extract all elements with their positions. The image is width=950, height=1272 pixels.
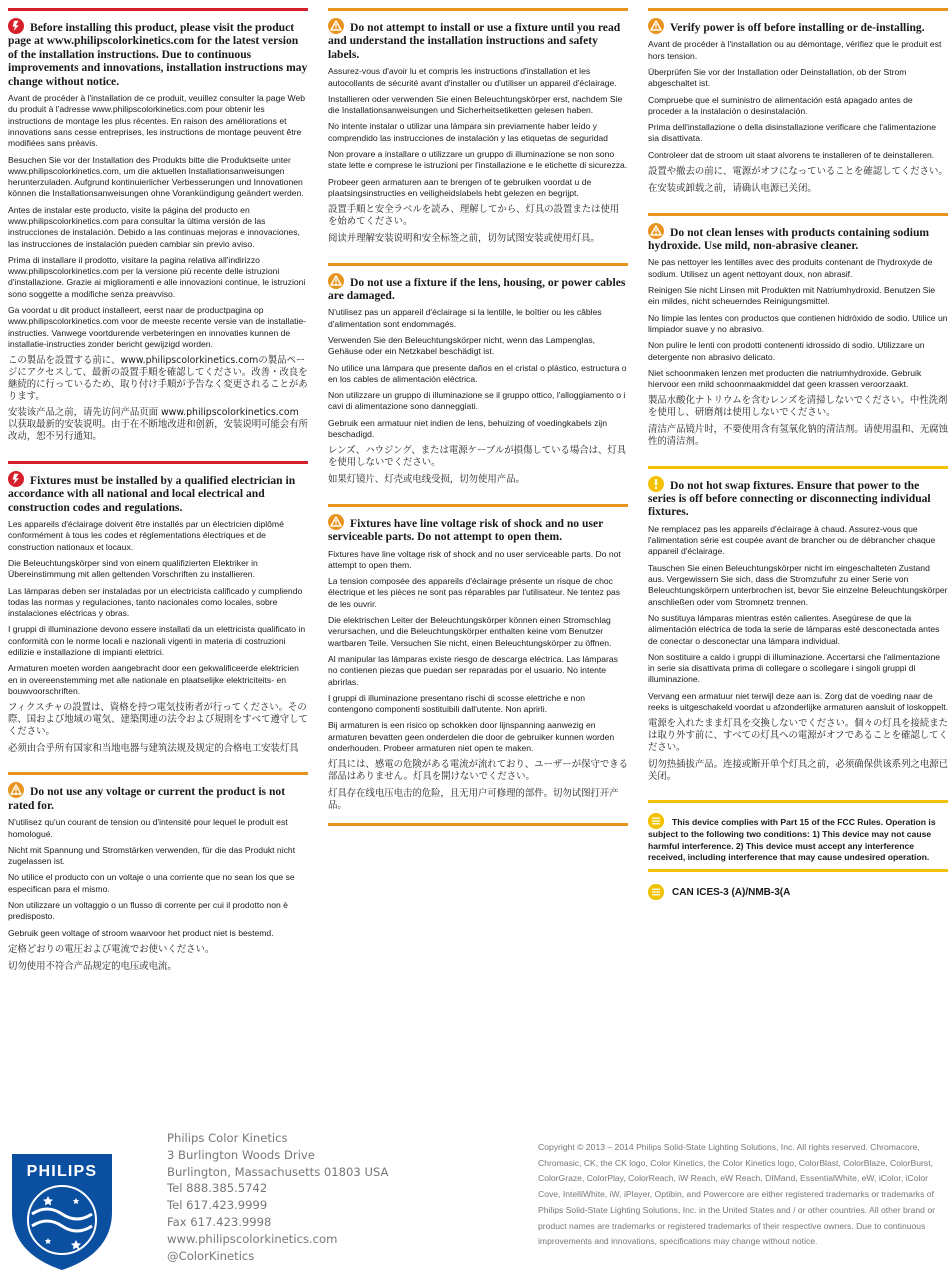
paragraph-nl: Controleer dat de stroom uit staat alvorens te installeren of te deinstalleren. — [648, 149, 935, 160]
ices-statement: CAN ICES-3 (A)/NMB-3(A — [648, 884, 948, 900]
paragraph-fr: Les appareils d'éclairage doivent être installés par un électricien diplômé conformément à tous les codes et réglementations électriques et de construction nationaux et locaux. — [8, 519, 284, 552]
section-heading: Verify power is off before installing or de-installing. — [648, 18, 948, 34]
paragraph-zh: 安装该产品之前，请先访问产品页面 www.philipscolorkinetics.com 以获取最新的安装说明。由于在不断地改进和创新，安装说明可能会有所改动，恕不另行通知。 — [8, 407, 309, 443]
paragraph-de: Nicht mit Spannung und Stromstärken verwenden, für die das Produkt nicht zugelassen ist. — [8, 844, 296, 867]
paragraph-ja: 定格どおりの電圧および電流でお使いください。 — [8, 943, 215, 955]
paragraph-ja: この製品を設置する前に、www.philipscolorkinetics.comの製品ページにアクセスして、最新の設置手順を確認してください。改善・改良を継続的に行っているため、取り付け手順が予告なく変更されることがあります。 — [8, 355, 308, 402]
page-footer — [0, 1128, 950, 1272]
paragraph-de: Besuchen Sie vor der Installation des Produkts bitte die Produktseite unter www.philipscolorkinetics.com, um die aktuellen Installationsanweisungen herunterzuladen. Aufgrund kontinuierlicher Verbesserungen und Innovationen können die Installationsanweisungen ohne Vorankündigung geändert werden. — [8, 154, 304, 199]
paragraph-fr: N'utilisez qu'un courant de tension ou d'intensité pour lequel le produit est homologué. — [8, 817, 288, 839]
section-heading: Before installing this product, please visit the product page at www.philipscolorkinetics.com for the latest version of the installation instructions. Due to continuous improvements and innovations, installation instructions may change without notice. — [8, 18, 308, 88]
column-left — [8, 8, 308, 990]
section-damaged-fixture — [328, 263, 628, 486]
paragraph-zh: 在安装或卸载之前，请确认电源已关闭。 — [648, 182, 817, 194]
column-right — [648, 8, 948, 918]
notes-icon — [648, 813, 664, 829]
paragraph-zh: 阅读并理解安装说明和安全标签之前，切勿试图安装或使用灯具。 — [328, 232, 600, 244]
company-address — [167, 1130, 389, 1264]
paragraph-fr: Ne pas nettoyer les lentilles avec des produits contenant de l'hydroxyde de sodium. Utilisez un agent nettoyant doux, non abrasif. — [648, 257, 933, 279]
warning-icon — [328, 273, 344, 289]
warning-icon — [328, 514, 344, 530]
paragraph-de: Verwenden Sie den Beleuchtungskörper nicht, wenn das Lampenglas, Gehäuse oder ein Netzkabel beschädigt ist. — [328, 334, 596, 357]
warning-icon — [328, 18, 344, 34]
notes-icon — [648, 884, 664, 900]
section-heading: Fixtures must be installed by a qualified electrician in accordance with all national and local electrical and construction codes and regulations. — [8, 471, 308, 514]
paragraph-it: Non pulire le lenti con prodotti contenenti idrossido di sodio. Utilizzare un detergente non abrasivo delicato. — [648, 340, 925, 362]
exclamation-icon — [648, 476, 664, 492]
warning-icon — [648, 223, 664, 239]
copyright-text: Copyright © 2013 – 2014 Philips Solid-State Lighting Solutions, Inc. All rights reserved. Chromacore, Chromasic, CK, the CK logo, Color Kinetics, the Color Kinetics logo, ColorBlast, ColorBlaze, ColorBurst, ColorGraze, ColorPlay, ColorReach, iW Reach, eW Reach, DIMand, EssentialWhite, eW, iColor, iColor Cove, IntelliWhite, iW, iPlayer, Optibin, and Powercore are either registered trademarks or trademarks of Philips Solid-State Lighting Solutions, Inc. in the United States and / or other countries. All other brand or product names are trademarks or registered trademarks of their respective owners. Due to continuous improvements and innovations, specifications may change without notice. — [538, 1142, 935, 1247]
paragraph-fr: N'utilisez pas un appareil d'éclairage si la lentille, le boîtier ou les câbles d'alimentation sont endommagés. — [328, 307, 602, 329]
paragraph-es: Antes de instalar este producto, visite la página del producto en www.philipscolorkinetics.com para consultar la última versión de las instrucciones de instalación. Debido a las continuas mejoras e innovaciones, las instrucciones de instalación pueden cambiar sin previo aviso. — [8, 204, 300, 249]
paragraph-it: Non utilizzare un voltaggio o un flusso di corrente per cui il prodotto non è predisposto. — [8, 900, 288, 922]
paragraph-ja: フィクスチャの設置は、資格を持つ電気技術者が行ってください。その際、国および地域の電気、建築関連の法令および規則をすべて遵守してください。 — [8, 702, 308, 737]
paragraph-it: Non provare a installare o utilizzare un gruppo di illuminazione se non sono state lette e comprese le istruzioni per l'installazione e le etichette di sicurezza. — [328, 149, 628, 171]
paragraph-en: Fixtures have line voltage risk of shock and no user serviceable parts. Do not attempt to open them. — [328, 548, 621, 570]
paragraph-ja: 電源を入れたまま灯具を交換しないでください。個々の灯具を接続または取り外す前に、すべての灯具への電源がオフであることを確認してください。 — [648, 718, 949, 753]
paragraph-nl: Gebruik een armatuur niet indien de lens, behuizing of voedingkabels zijn beschadigd. — [328, 417, 607, 440]
paragraph-fr: Assurez-vous d'avoir lu et compris les instructions d'installation et les autocollants de sécurité avant d'installer ou d'utiliser un appareil d'éclairage. — [328, 66, 617, 88]
paragraph-it: I gruppi di illuminazione devono essere installati da un elettricista qualificato in conformità con le norme locali e nazionali vigenti in materia di costruzioni edilizie e installazione di impianti elettrici. — [8, 624, 306, 658]
section-heading: Fixtures have line voltage risk of shock and no user serviceable parts. Do not attempt to open them. — [328, 514, 628, 544]
paragraph-es: No utilice una lámpara que presente daños en el cristal o plástico, estructura o en los cables de alimentación eléctrica. — [328, 362, 627, 384]
philips-shield-icon — [10, 1150, 114, 1272]
paragraph-es: Las lámparas deben ser instaladas por un electricista calificado y cumpliendo todas las normas y regulaciones, tanto nacionales como locales, sobre instalaciones eléctricas y obras. — [8, 585, 303, 619]
paragraph-it: Prima dell'installazione o della disinstallazione verificare che l'alimentazione sia disattivata. — [648, 122, 936, 144]
warning-icon — [8, 782, 24, 798]
section-voltage-rating — [8, 772, 308, 972]
section-heading: Do not hot swap fixtures. Ensure that power to the series is off before connecting or disconnecting individual fixtures. — [648, 476, 948, 519]
warning-icon — [648, 18, 664, 34]
paragraph-es: No limpie las lentes con productos que contienen hidróxido de sodio. Utilice un limpiador suave y no abrasivo. — [648, 312, 948, 334]
section-heading: Do not attempt to install or use a fixture until you read and understand the installation instructions and safety labels. — [328, 18, 628, 61]
electric-shock-icon — [8, 471, 24, 487]
paragraph-ja: 製品水酸化ナトリウムを含むレンズを清掃しないでください。中性洗剤を使用し、研磨剤は使用しないでください。 — [648, 395, 948, 419]
fcc-statement: This device complies with Part 15 of the FCC Rules. Operation is subject to the following two conditions: 1) This device may not cause harmful interference. 2) This device must accept any interference received, including interference that may cause undesired operation. — [648, 813, 948, 863]
philips-logo — [10, 1150, 114, 1272]
website-link[interactable]: www.philipscolorkinetics.com — [167, 1231, 338, 1246]
paragraph-fr: Ne remplacez pas les appareils d'éclairage à chaud. Assurez-vous que l'alimentation série est coupée avant de brancher ou de débrancher chaque appareil d'éclairage. — [648, 523, 936, 557]
paragraph-zh: 灯具存在线电压电击的危险，且无用户可修理的部件。切勿试图打开产品。 — [328, 787, 619, 811]
paragraph-it: Non utilizzare un gruppo di illuminazione se il gruppo ottico, l'alloggiamento o i cavi di alimentazione sono danneggiati. — [328, 390, 626, 412]
street-line: 3 Burlington Woods Drive — [167, 1147, 315, 1162]
paragraph-ja: レンズ、ハウジング、または電源ケーブルが損傷している場合は、灯具を使用しないでください。 — [328, 445, 627, 469]
paragraph-de: Reinigen Sie nicht Linsen mit Produkten mit Natriumhydroxid. Benutzen Sie ein mildes, nicht scheuerndes Reinigungsmittel. — [648, 285, 936, 307]
section-heading: Do not use any voltage or current the product is not rated for. — [8, 782, 308, 812]
twitter-handle[interactable]: @ColorKinetics — [167, 1248, 255, 1263]
section-shock-risk — [328, 504, 628, 826]
section-heading: Do not use a fixture if the lens, housing, or power cables are damaged. — [328, 273, 628, 303]
paragraph-fr: Avant de procéder à l'installation ou au démontage, vérifiez que le produit est hors tension. — [648, 39, 942, 61]
paragraph-ja: 灯具には、感電の危険がある電流が流れており、ユーザーが保守できる部品はありません。灯具を開けないでください。 — [328, 759, 629, 783]
section-read-instructions — [328, 8, 628, 245]
paragraph-es: No sustituya lámparas mientras estén calientes. Asegúrese de que la alimentación eléctrica de toda la serie de lámparas esté desconectada antes de conectar o desconectar una lámpara individual. — [648, 612, 940, 646]
copyright-notice — [538, 1140, 950, 1250]
paragraph-ja: 設置手順と安全ラベルを読み、理解してから、灯具の設置または使用を始めてください。 — [328, 204, 620, 227]
paragraph-nl: Armaturen moeten worden aangebracht door een gekwalificeerde elektricien en in overeenstemming met alle nationale en plaatselijke elektriciteits- en bouwvoorschriften. — [8, 663, 299, 696]
paragraph-nl: Bij armaturen is een risico op schokken door lijnspanning aanwezig en armaturen bevatten geen onderdelen die door de gebruiker kunnen worden onderhouden. Probeer armaturen niet open te maken. — [328, 720, 615, 754]
philips-wordmark: PHILIPS — [26, 1163, 98, 1180]
section-qualified-electrician — [8, 461, 308, 755]
paragraph-zh: 切勿热插拔产品。连接或断开单个灯具之前，必须确保供该系列之电源已关闭。 — [648, 758, 949, 782]
company-name: Philips Color Kinetics — [167, 1131, 288, 1145]
section-verify-power — [648, 8, 948, 195]
paragraph-de: Installieren oder verwenden Sie einen Beleuchtungskörper erst, nachdem Sie die Installationsanweisungen und Sicherheitsetiketten gelesen haben. — [328, 93, 623, 116]
section-ices — [648, 884, 948, 900]
paragraph-zh: 清洁产品镜片时，不要使用含有氢氧化钠的清洁剂。请使用温和、无腐蚀性的清洁剂。 — [648, 424, 949, 447]
phone-line: Tel 617.423.9999 — [167, 1198, 268, 1213]
column-middle — [328, 8, 628, 844]
paragraph-nl: Vervang een armatuur niet terwijl deze aan is. Zorg dat de voeding naar de reeks is uitgeschakeld voordat u afzonderlijke armaturen aansluit of loskoppelt. — [648, 690, 948, 713]
paragraph-es: No utilice el producto con un voltaje o una corriente que no sean los que se especifican para el mismo. — [8, 872, 295, 894]
paragraph-nl: Ga voordat u dit product installeert, eerst naar de productpagina op www.philipscolorkinetics.com voor de meeste recente versie van de installatie-instructies. Vanwege voortdurende verbeteringen en innovaties kunnen de installatie-instructies zonder bericht gewijzigd worden. — [8, 305, 307, 349]
section-clean-lenses — [648, 213, 948, 448]
city-line: Burlington, Massachusetts 01803 USA — [167, 1164, 389, 1179]
paragraph-es: Al manipular las lámparas existe riesgo de descarga eléctrica. Las lámparas no contienen piezas que puedan ser reparadas por el usuario. No intente abrirlas. — [328, 653, 618, 687]
section-hot-swap — [648, 466, 948, 783]
phone-line: Tel 888.385.5742 — [167, 1181, 268, 1196]
section-visit-website — [8, 8, 308, 443]
paragraph-nl: Niet schoonmaken lenzen met producten die natriumhydroxide. Gebruik hiervoor een mild schoonmaakmiddel dat geen krassen veroorzaakt. — [648, 367, 922, 390]
fax-line: Fax 617.423.9998 — [167, 1214, 272, 1229]
paragraph-ja: 設置や撤去の前に、電源がオフになっていることを確認してください。 — [648, 166, 948, 178]
paragraph-de: Die Beleuchtungskörper sind von einem qualifizierten Elektriker in Übereinstimmung mit allen geltenden Vorschriften zu installieren. — [8, 557, 258, 580]
paragraph-nl: Gebruik geen voltage of stroom waarvoor het product niet is bestemd. — [8, 927, 274, 938]
paragraph-zh: 必须由合乎所有国家和当地电器与建筑法规及规定的合格电工安装灯具 — [8, 742, 299, 754]
paragraph-zh: 切勿使用不符合产品规定的电压或电流。 — [8, 960, 177, 972]
paragraph-zh: 如果灯镜片、灯壳或电线受损，切勿使用产品。 — [328, 473, 525, 485]
paragraph-es: No intente instalar o utilizar una lámpara sin previamente haber leído y comprendido las instrucciones de instalación y las etiquetas de seguridad — [328, 121, 608, 143]
paragraph-fr: Avant de procéder à l'installation de ce produit, veuillez consulter la page Web du produit à l'adresse www.philipscolorkinetics.com pour obtenir les instructions de montage les plus récentes. En raison des améliorations et innovations sans cesse entreprises, les instructions de montage peuvent être modifiées sans préavis. — [8, 93, 306, 149]
paragraph-de: Die elektrischen Leiter der Beleuchtungskörper können einen Stromschlag verursachen, und die Beleuchtungskörper enthalten keine vom Benutzer wartbaren Teile. Versuchen Sie nicht, einen Beleuchtungskörper zu öffnen. — [328, 615, 612, 648]
paragraph-es: Compruebe que el suministro de alimentación está apagado antes de proceder a la instalación o desinstalación. — [648, 94, 913, 116]
paragraph-de: Tauschen Sie einen Beleuchtungskörper nicht im eingeschalteten Zustand aus. Vergewissern Sie sich, dass die Stromzufuhr zu einer Serie von Beleuchtungskörpern unterbrochen ist, bevor Sie einzelne Beleuchtungskörper anschließen oder vom Stromnetz trennen. — [648, 562, 948, 607]
paragraph-it: Prima di installare il prodotto, visitare la pagina relativa all'indirizzo www.philipscolorkinetics.com per la versione più recente delle istruzioni d'installazione. Grazie ai miglioramenti e alle innovazioni continue, le istruzioni sono soggette a modifiche senza preavviso. — [8, 254, 306, 299]
paragraph-nl: Probeer geen armaturen aan te brengen of te gebruiken voordat u de plaatsingsinstructies en veiligheidslabels hebt gelezen en begrijpt. — [328, 176, 592, 198]
section-fcc-compliance — [648, 800, 948, 872]
section-heading: Do not clean lenses with products containing sodium hydroxide. Use mild, non-abrasive cleaner. — [648, 223, 948, 253]
paragraph-de: Überprüfen Sie vor der Installation oder Deinstallation, ob der Strom abgeschaltet ist. — [648, 67, 907, 89]
electric-shock-icon — [8, 18, 24, 34]
paragraph-it: Non sostituire a caldo i gruppi di illuminazione. Accertarsi che l'alimentazione in serie sia disattivata prima di collegare o scollegare i singoli gruppi di illuminazione. — [648, 651, 941, 685]
paragraph-fr: La tension composée des appareils d'éclairage présente un risque de choc électrique et les pièces ne sont pas réparables par l'utilisateur. Ne tentez pas de les ouvrir. — [328, 576, 621, 609]
paragraph-it: I gruppi di illuminazione presentano rischi di scosse elettriche e non contengono componenti sostituibili dall'utente. Non aprirli. — [328, 692, 585, 715]
